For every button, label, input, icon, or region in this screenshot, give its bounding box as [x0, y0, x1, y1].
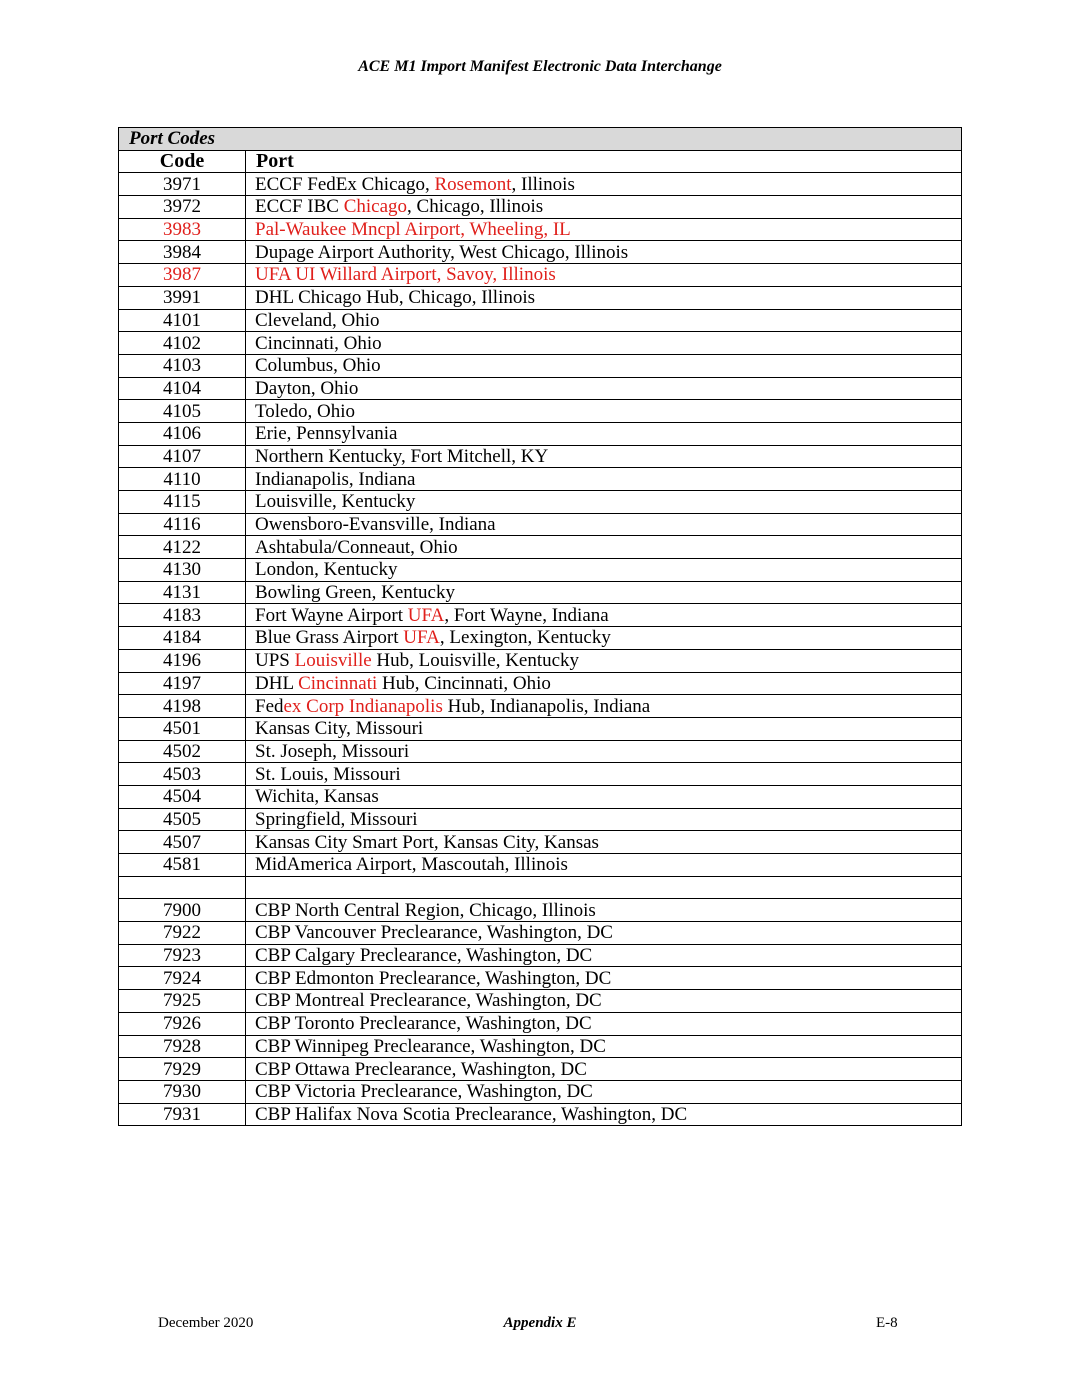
table-row	[119, 763, 962, 786]
port-code-cell: 7926	[119, 1012, 246, 1035]
port-name-cell	[246, 967, 962, 990]
port-name-cell	[246, 513, 962, 536]
table-row	[119, 559, 962, 582]
code-column-header: Code	[119, 150, 246, 173]
table-row	[119, 967, 962, 990]
text-segment: CBP Ottawa Preclearance, Washington, DC	[255, 1058, 587, 1080]
text-segment: , Chicago, Illinois	[407, 196, 544, 218]
text-segment: Northern Kentucky, Fort Mitchell, KY	[255, 445, 549, 467]
port-code-cell: 4102	[119, 332, 246, 355]
table-row	[119, 695, 962, 718]
text-segment: CBP North Central Region, Chicago, Illinois	[255, 899, 596, 921]
port-code-cell: 7928	[119, 1035, 246, 1058]
table-row	[119, 808, 962, 831]
text-segment: UPS	[255, 650, 295, 672]
table-row	[119, 1012, 962, 1035]
port-name-cell	[246, 309, 962, 332]
port-code-cell: 3971	[119, 173, 246, 196]
text-segment: Cincinnati, Ohio	[255, 332, 382, 354]
table-row	[119, 196, 962, 219]
table-row	[119, 468, 962, 491]
text-segment: St. Joseph, Missouri	[255, 740, 410, 762]
table-row	[119, 422, 962, 445]
text-segment: CBP Vancouver Preclearance, Washington, DC	[255, 922, 613, 944]
text-segment: , Illinois	[511, 173, 575, 195]
text-segment: Hub, Indianapolis, Indiana	[442, 695, 651, 717]
table-caption: Port Codes	[119, 128, 962, 151]
text-segment: Toledo, Ohio	[255, 400, 355, 422]
port-code-cell: 3991	[119, 286, 246, 309]
text-segment: CBP Winnipeg Preclearance, Washington, DC	[255, 1035, 606, 1057]
port-code-cell: 4502	[119, 740, 246, 763]
port-code-cell: 7924	[119, 967, 246, 990]
port-column-header: Port	[246, 150, 962, 173]
table-row	[119, 1080, 962, 1103]
highlighted-text-segment: Louisville	[294, 650, 372, 672]
port-code-cell: 4105	[119, 400, 246, 423]
port-name-cell	[246, 831, 962, 854]
port-code-cell: 4101	[119, 309, 246, 332]
port-name-cell	[246, 332, 962, 355]
port-code-cell: 4131	[119, 581, 246, 604]
port-name-cell	[246, 1103, 962, 1126]
port-code-cell: 7922	[119, 922, 246, 945]
port-name-cell	[246, 468, 962, 491]
port-name-cell	[246, 649, 962, 672]
port-code-cell: 4184	[119, 627, 246, 650]
text-segment: Cleveland, Ohio	[255, 309, 380, 331]
table-row	[119, 400, 962, 423]
text-segment: Louisville, Kentucky	[255, 491, 416, 513]
port-code-cell: 7929	[119, 1058, 246, 1081]
text-segment: CBP Toronto Preclearance, Washington, DC	[255, 1013, 592, 1035]
port-name-cell	[246, 422, 962, 445]
document-header-title: ACE M1 Import Manifest Electronic Data Interchange	[358, 58, 722, 75]
table-row	[119, 899, 962, 922]
table-row	[119, 1035, 962, 1058]
port-name-cell	[246, 944, 962, 967]
port-name-cell	[246, 264, 962, 287]
text-segment: Wichita, Kansas	[255, 786, 379, 808]
port-name-cell	[246, 241, 962, 264]
table-row	[119, 264, 962, 287]
port-code-cell: 4130	[119, 559, 246, 582]
port-name-cell	[246, 808, 962, 831]
port-name-cell	[246, 400, 962, 423]
port-name-cell	[246, 491, 962, 514]
port-name-cell	[246, 717, 962, 740]
table-row	[119, 922, 962, 945]
port-code-cell: 7931	[119, 1103, 246, 1126]
text-segment: CBP Montreal Preclearance, Washington, DC	[255, 990, 602, 1012]
table-row	[119, 286, 962, 309]
port-code-cell: 4501	[119, 717, 246, 740]
table-row	[119, 717, 962, 740]
table-row	[119, 649, 962, 672]
port-name-cell	[246, 740, 962, 763]
port-name-cell	[246, 854, 962, 877]
text-segment: ECCF IBC	[255, 196, 344, 218]
port-code-cell: 4107	[119, 445, 246, 468]
port-code-cell: 7923	[119, 944, 246, 967]
table-row	[119, 377, 962, 400]
port-name-cell	[246, 354, 962, 377]
port-code-cell: 4104	[119, 377, 246, 400]
text-segment: Kansas City, Missouri	[255, 718, 424, 740]
port-code-cell: 4198	[119, 695, 246, 718]
port-code-cell: 4110	[119, 468, 246, 491]
text-segment: Owensboro-Evansville, Indiana	[255, 514, 496, 536]
port-code-cell: 4183	[119, 604, 246, 627]
port-name-cell	[246, 695, 962, 718]
port-code-cell: 7925	[119, 990, 246, 1013]
text-segment: Erie, Pennsylvania	[255, 423, 398, 445]
table-row	[119, 672, 962, 695]
port-code-cell: 4103	[119, 354, 246, 377]
highlighted-text-segment: Chicago	[343, 196, 408, 218]
table-row	[119, 854, 962, 877]
text-segment: Dupage Airport Authority, West Chicago, Illinois	[255, 241, 629, 263]
text-segment: Dayton, Ohio	[255, 377, 359, 399]
port-name-cell	[246, 785, 962, 808]
port-name-cell	[246, 899, 962, 922]
table-row	[119, 627, 962, 650]
text-segment: Blue Grass Airport	[255, 627, 404, 649]
port-code-cell: 4505	[119, 808, 246, 831]
port-name-cell	[246, 377, 962, 400]
text-segment: DHL	[255, 672, 299, 694]
table-caption-row	[119, 128, 962, 151]
table-row	[119, 332, 962, 355]
text-segment: DHL Chicago Hub, Chicago, Illinois	[255, 287, 536, 309]
highlighted-text-segment: UFA	[403, 627, 440, 649]
highlighted-text-segment: ex Corp Indianapolis	[283, 695, 443, 717]
footer-page-number: E-8	[876, 1315, 898, 1331]
port-name-cell	[246, 763, 962, 786]
table-row	[119, 491, 962, 514]
text-segment: , Lexington, Kentucky	[439, 627, 611, 649]
port-name-cell	[246, 1035, 962, 1058]
highlighted-text-segment: Pal-Waukee Mncpl Airport, Wheeling, IL	[255, 219, 571, 241]
highlighted-text-segment: UFA UI Willard Airport, Savoy, Illinois	[255, 264, 556, 286]
text-segment: CBP Victoria Preclearance, Washington, DC	[255, 1081, 593, 1103]
port-name-cell	[246, 1080, 962, 1103]
highlighted-text-segment: UFA	[407, 604, 445, 626]
port-name-cell	[246, 581, 962, 604]
port-code-cell: 7900	[119, 899, 246, 922]
text-segment: , Fort Wayne, Indiana	[444, 604, 609, 626]
port-code-cell: 4197	[119, 672, 246, 695]
table-body	[119, 173, 962, 1126]
port-name-cell	[246, 922, 962, 945]
port-name-cell	[246, 536, 962, 559]
port-code-cell: 4504	[119, 785, 246, 808]
port-name-cell	[246, 627, 962, 650]
port-code-cell: 3987	[119, 264, 246, 287]
text-segment: Hub, Louisville, Kentucky	[371, 650, 580, 672]
text-segment: London, Kentucky	[255, 559, 398, 581]
text-segment: Springfield, Missouri	[255, 808, 418, 830]
table-row	[119, 604, 962, 627]
text-segment: CBP Edmonton Preclearance, Washington, DC	[255, 967, 612, 989]
table-row	[119, 445, 962, 468]
port-name-cell	[246, 672, 962, 695]
port-name-cell	[246, 876, 962, 899]
table-row	[119, 173, 962, 196]
port-code-cell: 4503	[119, 763, 246, 786]
table-row	[119, 536, 962, 559]
text-segment: MidAmerica Airport, Mascoutah, Illinois	[255, 854, 568, 876]
port-name-cell	[246, 559, 962, 582]
port-code-cell: 4196	[119, 649, 246, 672]
port-code-cell: 4106	[119, 422, 246, 445]
table-row	[119, 309, 962, 332]
text-segment: CBP Halifax Nova Scotia Preclearance, Washington, DC	[255, 1103, 688, 1125]
table-row	[119, 944, 962, 967]
text-segment: Fed	[255, 695, 284, 717]
text-segment: Indianapolis, Indiana	[255, 468, 416, 490]
port-code-cell: 3983	[119, 218, 246, 241]
table-row	[119, 831, 962, 854]
table-row	[119, 581, 962, 604]
port-name-cell	[246, 286, 962, 309]
table-header-row	[119, 150, 962, 173]
port-codes-table	[118, 127, 962, 1126]
port-code-cell: 4116	[119, 513, 246, 536]
port-code-cell: 7930	[119, 1080, 246, 1103]
text-segment: Ashtabula/Conneaut, Ohio	[255, 536, 458, 558]
text-segment: CBP Calgary Preclearance, Washington, DC	[255, 945, 593, 967]
footer-date: December 2020	[158, 1315, 254, 1331]
port-name-cell	[246, 604, 962, 627]
text-segment: Hub, Cincinnati, Ohio	[377, 672, 551, 694]
port-code-cell: 3972	[119, 196, 246, 219]
port-code-cell: 4122	[119, 536, 246, 559]
text-segment: ECCF FedEx Chicago,	[255, 173, 435, 195]
footer-appendix: Appendix E	[503, 1315, 577, 1331]
table-row	[119, 990, 962, 1013]
port-code-cell: 4115	[119, 491, 246, 514]
text-segment: Kansas City Smart Port, Kansas City, Kansas	[255, 831, 599, 853]
port-name-cell	[246, 445, 962, 468]
highlighted-text-segment: Rosemont	[434, 173, 512, 195]
port-code-cell: 4507	[119, 831, 246, 854]
highlighted-text-segment: Cincinnati	[298, 672, 378, 694]
table-row	[119, 785, 962, 808]
port-code-cell: 4581	[119, 854, 246, 877]
text-segment: St. Louis, Missouri	[255, 763, 401, 785]
port-name-cell	[246, 1058, 962, 1081]
text-segment: Fort Wayne Airport	[255, 604, 408, 626]
table-row	[119, 1103, 962, 1126]
table-row	[119, 241, 962, 264]
table-row	[119, 1058, 962, 1081]
table-row	[119, 513, 962, 536]
table-row	[119, 876, 962, 899]
port-name-cell	[246, 1012, 962, 1035]
port-name-cell	[246, 990, 962, 1013]
port-name-cell	[246, 173, 962, 196]
text-segment: Bowling Green, Kentucky	[255, 582, 455, 604]
table-row	[119, 740, 962, 763]
port-code-cell: 3984	[119, 241, 246, 264]
text-segment: Columbus, Ohio	[255, 355, 381, 377]
port-name-cell	[246, 196, 962, 219]
table-row	[119, 218, 962, 241]
port-name-cell	[246, 218, 962, 241]
port-code-cell	[119, 876, 246, 899]
table-row	[119, 354, 962, 377]
